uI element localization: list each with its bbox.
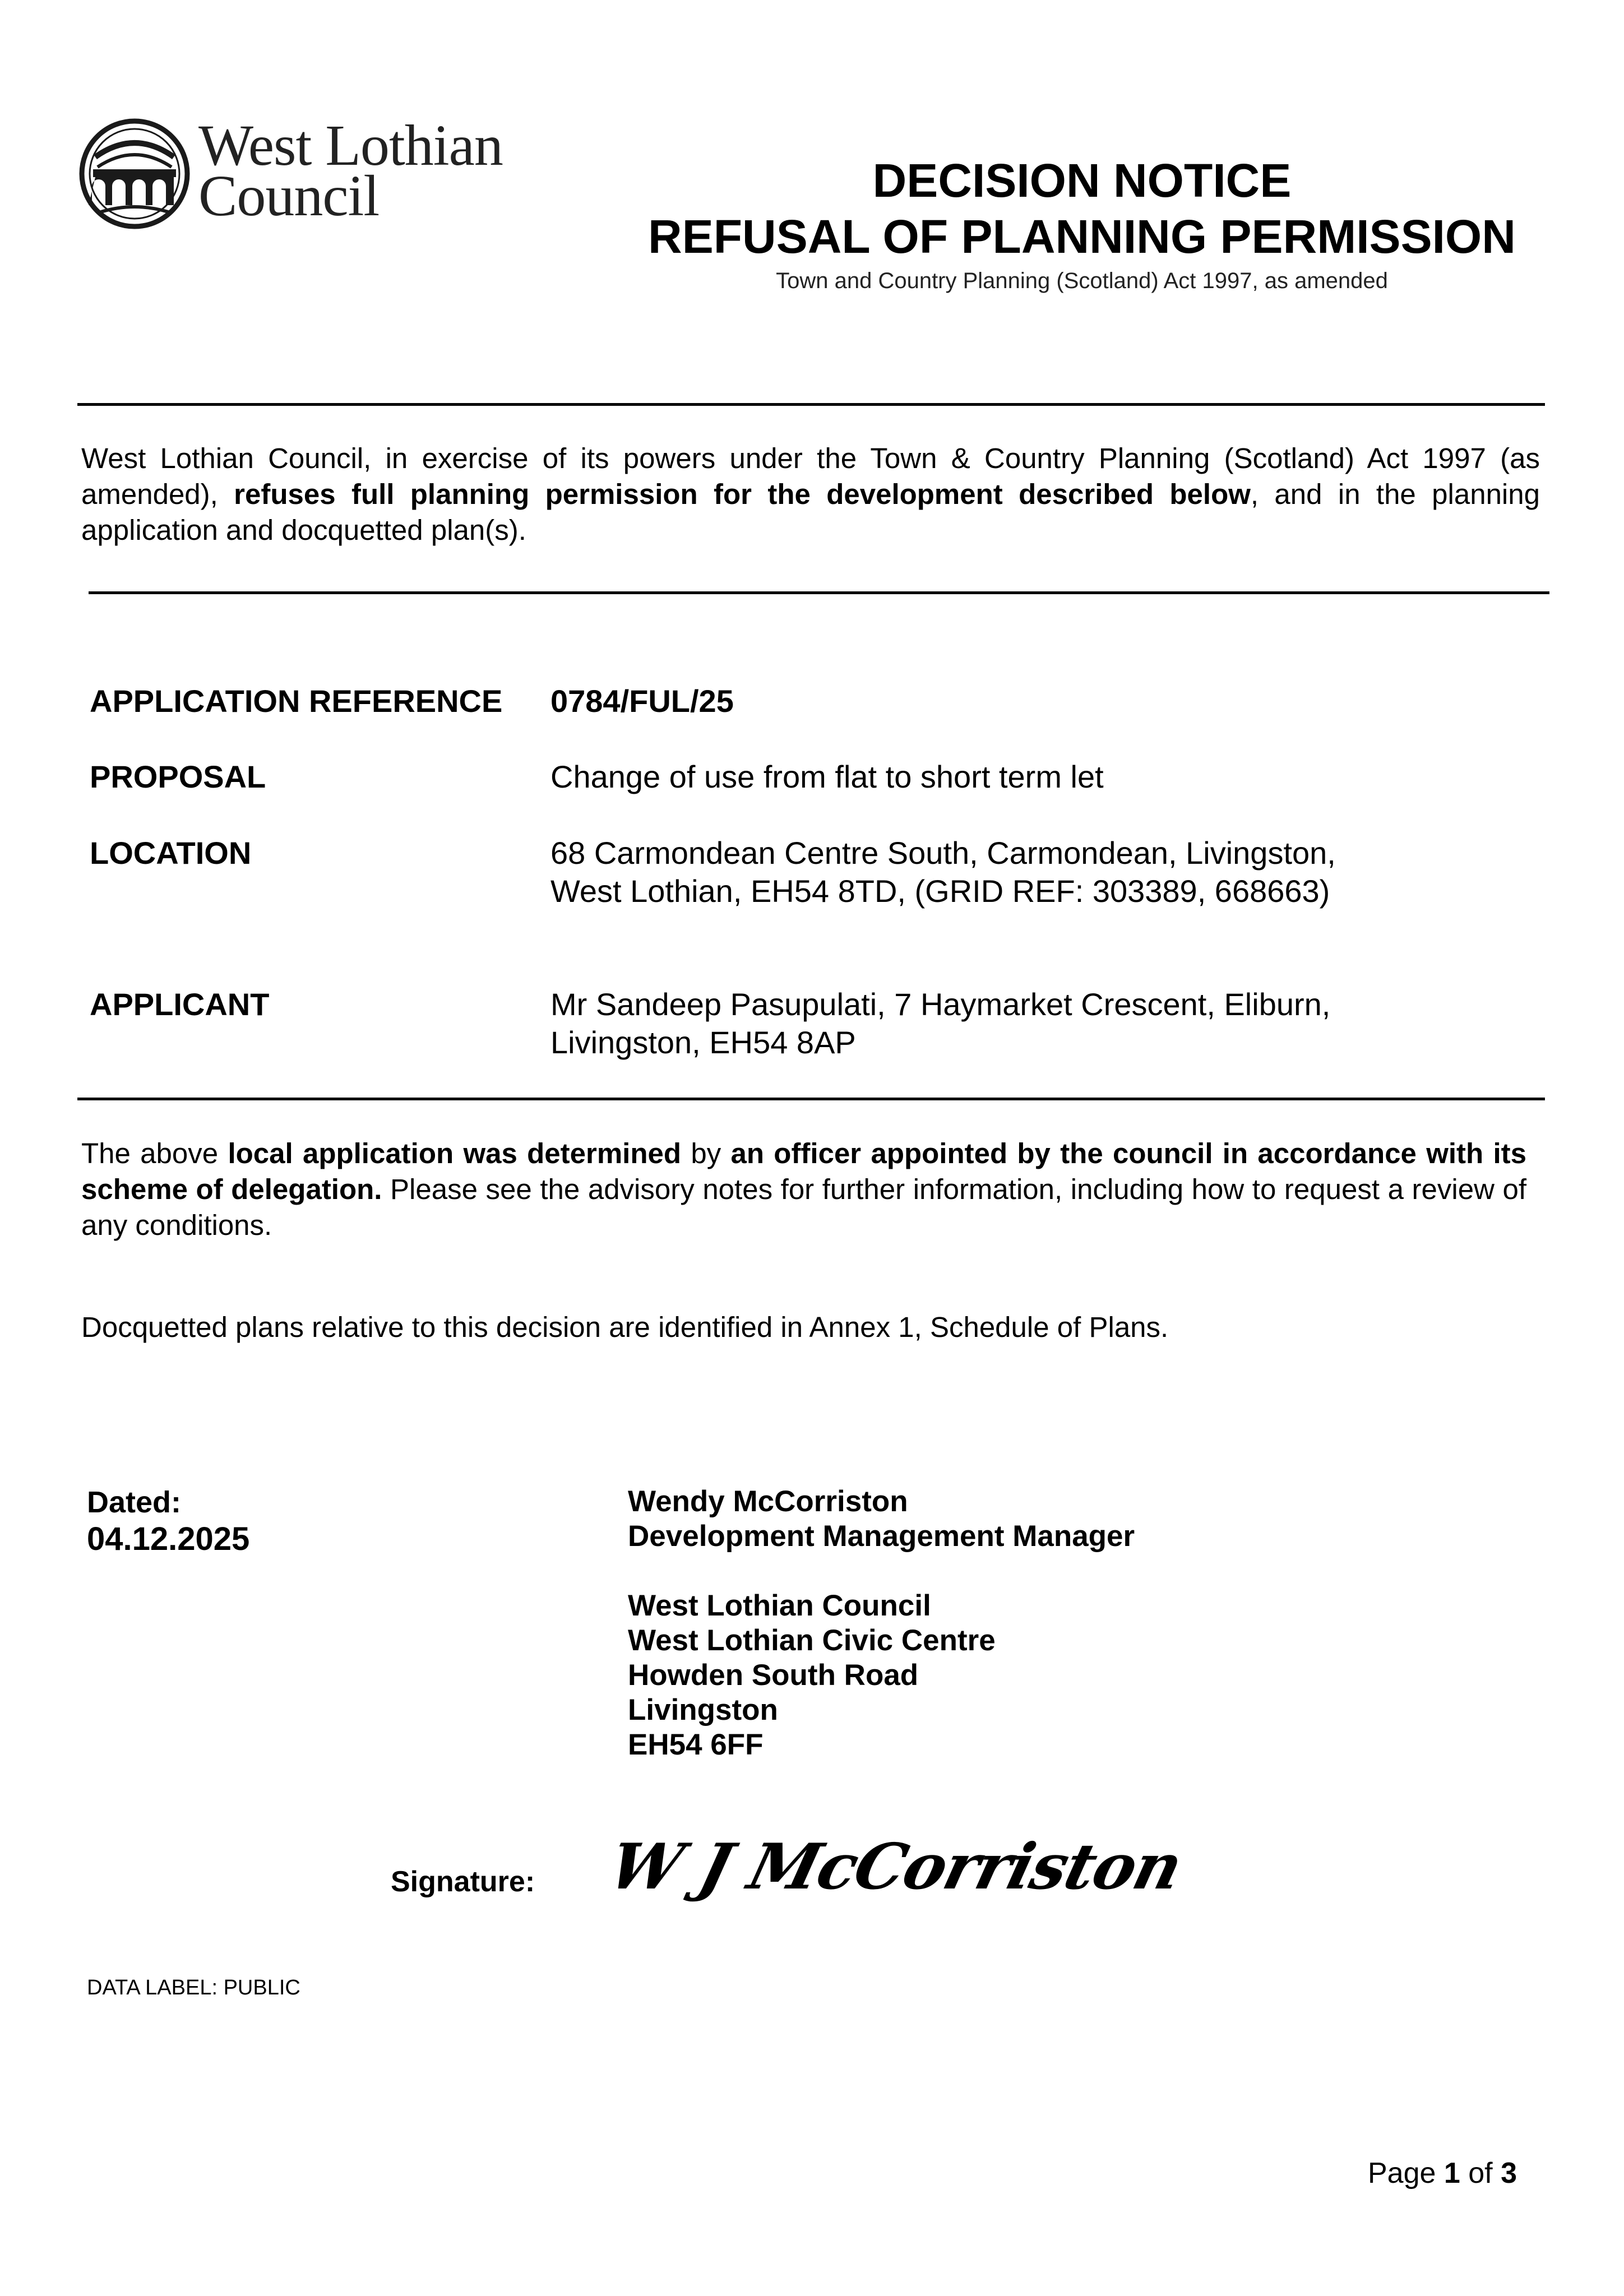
address-line-1: West Lothian Council: [628, 1589, 931, 1622]
logo-text-line1: West Lothian: [198, 113, 503, 178]
officer-name: Wendy McCorriston: [628, 1485, 908, 1518]
applicant-line-2: Livingston, EH54 8AP: [550, 1025, 856, 1060]
signature-label: Signature:: [391, 1866, 535, 1898]
applicant-value: [550, 985, 1330, 1062]
address-line-5: EH54 6FF: [628, 1728, 764, 1761]
officer-block: [628, 1484, 1135, 1762]
page-current: 1: [1443, 2157, 1460, 2189]
divider-middle: [89, 591, 1549, 594]
address-line-4: Livingston: [628, 1693, 778, 1726]
logo-wordmark: [198, 113, 503, 228]
legislation-reference: Town and Country Planning (Scotland) Act 1997, as amended: [776, 269, 1388, 293]
application-reference-label: APPLICATION REFERENCE: [90, 683, 503, 719]
application-reference-value: 0784/FUL/25: [550, 683, 734, 719]
divider-bottom: [77, 1098, 1545, 1100]
address-line-2: West Lothian Civic Centre: [628, 1624, 996, 1657]
determination-text-3: Please see the advisory notes for further information, including how to request a review of any conditions.: [81, 1173, 1527, 1241]
viaduct-emblem-icon: [78, 118, 191, 230]
applicant-label: APPLICANT: [90, 987, 270, 1022]
plans-note: Docquetted plans relative to this decision are identified in Annex 1, Schedule of Plans.: [81, 1311, 1169, 1343]
council-logo: [78, 115, 527, 238]
applicant-line-1: Mr Sandeep Pasupulati, 7 Haymarket Crescent, Eliburn,: [550, 987, 1331, 1022]
dated-label: Dated:: [87, 1485, 182, 1519]
page-prefix: Page: [1368, 2157, 1444, 2189]
divider-top: [77, 403, 1545, 406]
proposal-label: PROPOSAL: [90, 759, 266, 794]
page-number: [1368, 2155, 1517, 2191]
proposal-value: Change of use from flat to short term let: [550, 759, 1104, 794]
notice-subtitle: REFUSAL OF PLANNING PERMISSION: [648, 210, 1516, 263]
determination-text-2: by: [681, 1137, 731, 1169]
determination-paragraph: [81, 1136, 1526, 1243]
page-total: 3: [1501, 2157, 1517, 2189]
logo-text-line2: Council: [198, 164, 380, 228]
intro-text: West Lothian Council, in exercise of its powers under the Town & Country Planning (Scotland) Act 1997 (as amended),: [81, 442, 1540, 510]
determination-text-1: The above: [81, 1137, 228, 1169]
determination-bold-2: an officer appointed by the council in accordance with its scheme of delegation.: [81, 1137, 1526, 1205]
officer-title: Development Management Manager: [628, 1520, 1135, 1553]
location-line-1: 68 Carmondean Centre South, Carmondean, Livingston,: [550, 835, 1336, 871]
dated-value: 04.12.2025: [87, 1521, 250, 1557]
address-line-3: Howden South Road: [628, 1659, 919, 1692]
location-line-2: West Lothian, EH54 8TD, (GRID REF: 303389, 668663): [550, 873, 1330, 909]
intro-text-end: , and in the planning application and docquetted plan(s).: [81, 478, 1540, 546]
determination-bold-1: local application was determined: [228, 1137, 682, 1169]
location-label: LOCATION: [90, 835, 252, 871]
notice-title: DECISION NOTICE: [872, 154, 1292, 207]
intro-decision: refuses full planning permission for the development described below: [234, 478, 1251, 510]
location-value: [550, 834, 1336, 910]
data-label: DATA LABEL: PUBLIC: [87, 1976, 300, 1999]
handwritten-signature: W J McCorriston: [602, 1830, 1189, 1904]
page-middle: of: [1460, 2157, 1501, 2189]
intro-paragraph: [81, 441, 1540, 548]
